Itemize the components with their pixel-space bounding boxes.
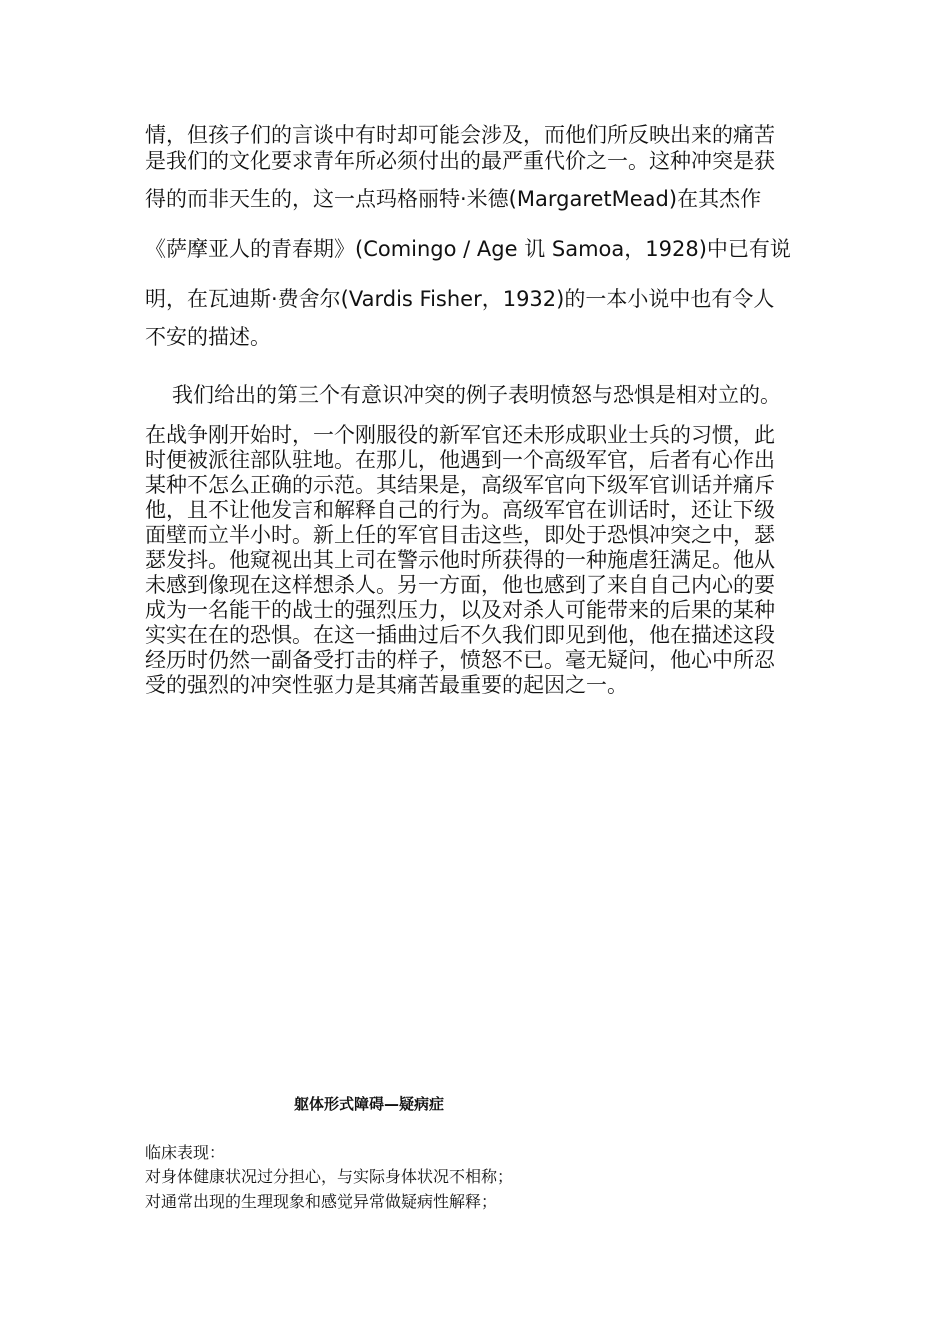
paragraph-1-line-3: 得的而非天生的，这一点玛格丽特·米德(MargaretMead)在其杰作 bbox=[145, 187, 762, 211]
section-label: 临床表现： bbox=[145, 1143, 226, 1162]
paragraph-2-line-2: 在战争刚开始时，一个刚服役的新军官还未形成职业士兵的习惯，此 bbox=[145, 423, 775, 447]
paragraph-1-line-5: 明，在瓦迪斯·费舍尔(Vardis Fisher，1932)的一本小说中也有令人 bbox=[145, 287, 775, 311]
section-item-1: 对身体健康状况过分担心，与实际身体状况不相称； bbox=[145, 1167, 514, 1186]
paragraph-1-line-4: 《萨摩亚人的青春期》(Comingo / Age 讥 Samoa，1928)中已有说 bbox=[145, 237, 791, 261]
paragraph-2-line-5: 他，且不让他发言和解释自己的行为。高级军官在训话时，还让下级 bbox=[145, 498, 775, 522]
paragraph-2-line-12: 受的强烈的冲突性驱力是其痛苦最重要的起因之一。 bbox=[145, 673, 628, 697]
paragraph-1-line-2: 是我们的文化要求青年所必须付出的最严重代价之一。这种冲突是获 bbox=[145, 149, 775, 173]
paragraph-2-line-4: 某种不怎么正确的示范。其结果是，高级军官向下级军官训话并痛斥 bbox=[145, 473, 775, 497]
paragraph-2-line-10: 实实在在的恐惧。在这一插曲过后不久我们即见到他，他在描述这段 bbox=[145, 623, 775, 647]
section-item-2: 对通常出现的生理现象和感觉异常做疑病性解释； bbox=[145, 1192, 498, 1211]
paragraph-2-line-8: 未感到像现在这样想杀人。另一方面，他也感到了来自自己内心的要 bbox=[145, 573, 775, 597]
paragraph-2-line-9: 成为一名能干的战士的强烈压力，以及对杀人可能带来的后果的某种 bbox=[145, 598, 775, 622]
paragraph-2-line-1: 我们给出的第三个有意识冲突的例子表明愤怒与恐惧是相对立的。 bbox=[172, 383, 781, 407]
section-heading: 躯体形式障碍—疑病症 bbox=[294, 1095, 445, 1113]
paragraph-1-line-1: 情，但孩子们的言谈中有时却可能会涉及，而他们所反映出来的痛苦 bbox=[145, 123, 775, 147]
paragraph-2-line-11: 经历时仍然一副备受打击的样子，愤怒不已。毫无疑问，他心中所忍 bbox=[145, 648, 775, 672]
paragraph-1-line-6: 不安的描述。 bbox=[145, 325, 271, 349]
paragraph-2-line-3: 时便被派往部队驻地。在那儿，他遇到一个高级军官，后者有心作出 bbox=[145, 448, 775, 472]
paragraph-2-line-6: 面壁而立半小时。新上任的军官目击这些，即处于恐惧冲突之中，瑟 bbox=[145, 523, 775, 547]
paragraph-2-line-7: 瑟发抖。他窥视出其上司在警示他时所获得的一种施虐狂满足。他从 bbox=[145, 548, 775, 572]
